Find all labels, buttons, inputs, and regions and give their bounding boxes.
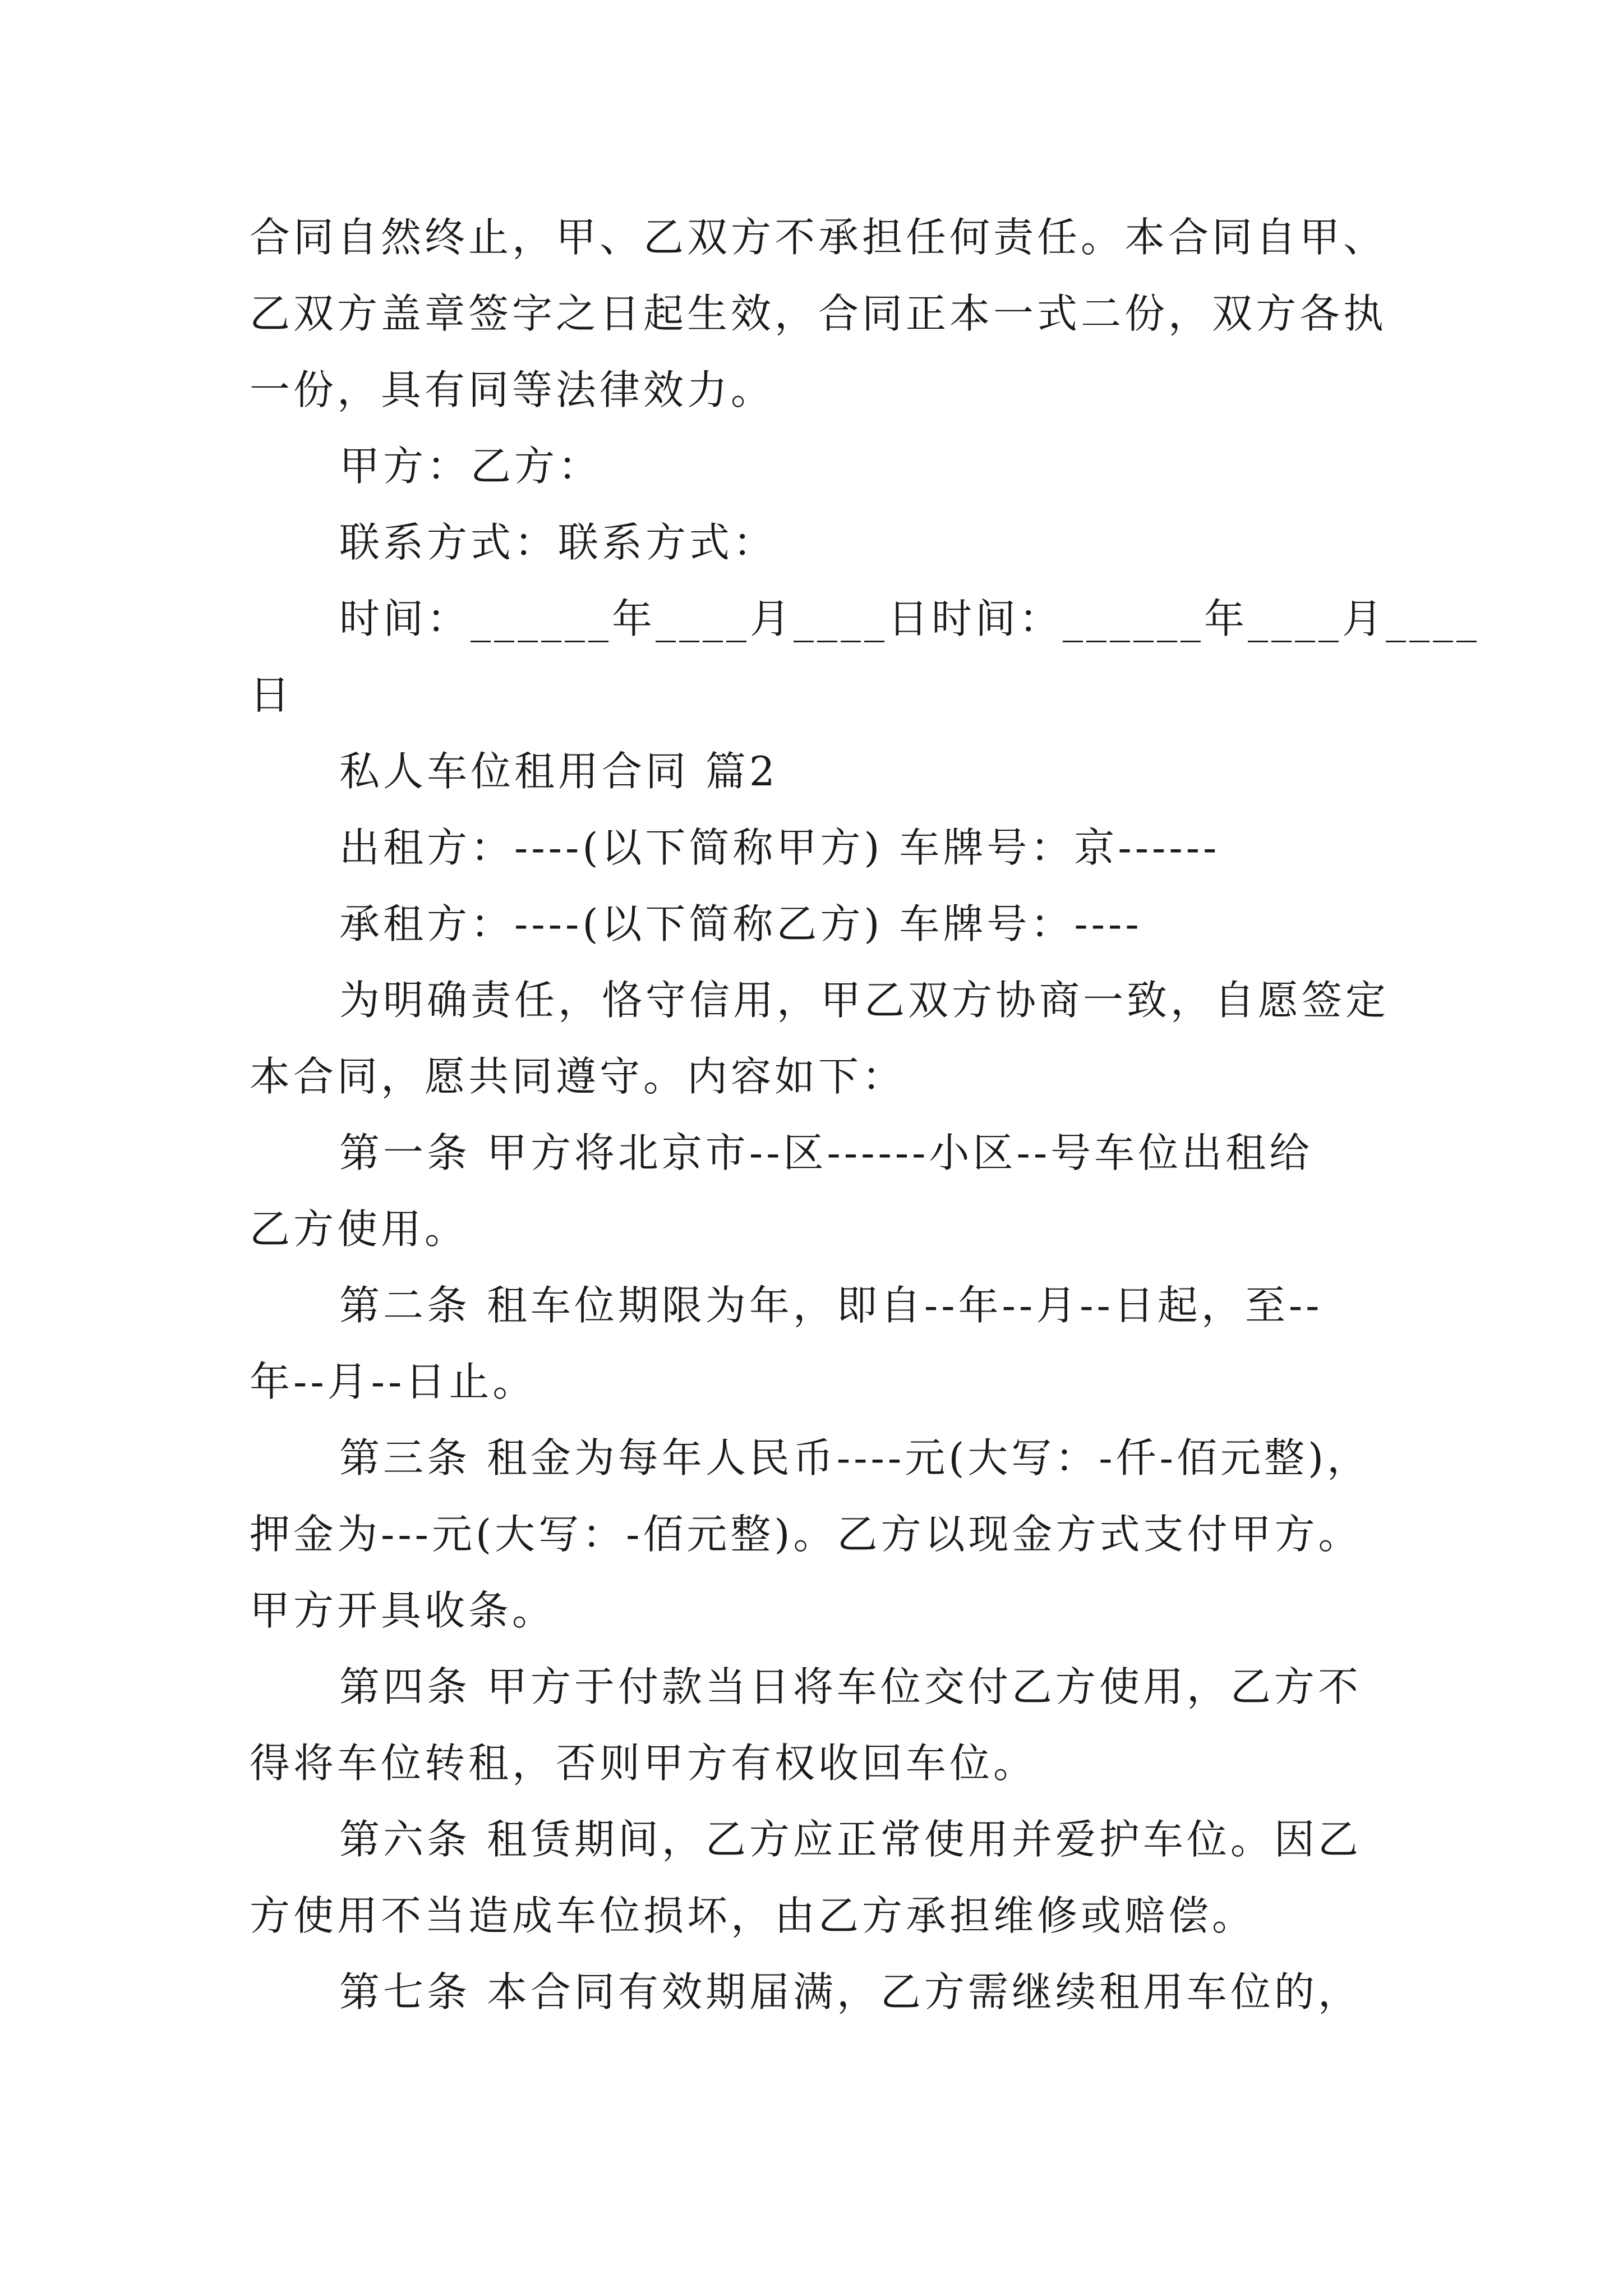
contact-line: 联系方式：联系方式： (339, 519, 777, 566)
paragraph-line: 乙双方盖章签字之日起生效，合同正本一式二份，双方各执 (250, 290, 1387, 337)
lessee-line: 承租方：----(以下简称乙方) 车牌号：---- (339, 900, 1142, 947)
clause-line: 第三条 租金为每年人民币----元(大写：-仟-佰元整)， (339, 1434, 1371, 1481)
clause-line: 第二条 租车位期限为年，即自--年--月--日起，至-- (339, 1282, 1323, 1329)
clause-line: 甲方开具收条。 (250, 1587, 556, 1634)
date-line-continued: 日 (250, 671, 294, 719)
section-heading: 私人车位租用合同 篇2 (339, 748, 778, 795)
paragraph-line: 本合同，愿共同遵守。内容如下： (250, 1053, 906, 1100)
contract-text (250, 199, 1481, 2030)
lessor-line: 出租方：----(以下简称甲方) 车牌号：京------ (339, 824, 1220, 871)
clause-line: 押金为---元(大写：-佰元整)。乙方以现金方式支付甲方。 (250, 1511, 1362, 1558)
clause-line: 乙方使用。 (250, 1205, 469, 1253)
clause-line: 第四条 甲方于付款当日将车位交付乙方使用，乙方不 (339, 1663, 1362, 1710)
paragraph-line: 合同自然终止，甲、乙双方不承担任何责任。本合同自甲、 (250, 214, 1387, 261)
clause-line: 第七条 本合同有效期届满，乙方需继续租用车位的， (339, 1968, 1362, 2016)
clause-line: 第一条 甲方将北京市--区------小区--号车位出租给 (339, 1129, 1313, 1176)
paragraph-line: 一份，具有同等法律效力。 (250, 366, 775, 413)
clause-line: 方使用不当造成车位损坏，由乙方承担维修或赔偿。 (250, 1892, 1256, 1939)
paragraph-line: 为明确责任，恪守信用，甲乙双方协商一致，自愿签定 (339, 977, 1390, 1024)
clause-line: 得将车位转租，否则甲方有权收回车位。 (250, 1740, 1038, 1787)
party-names-line: 甲方：乙方： (339, 443, 602, 490)
clause-line: 第六条 租赁期间，乙方应正常使用并爱护车位。因乙 (339, 1816, 1362, 1863)
clause-line: 年--月--日止。 (250, 1358, 537, 1405)
date-line: 时间：______年____月____日时间：______年____月____ (339, 595, 1481, 642)
